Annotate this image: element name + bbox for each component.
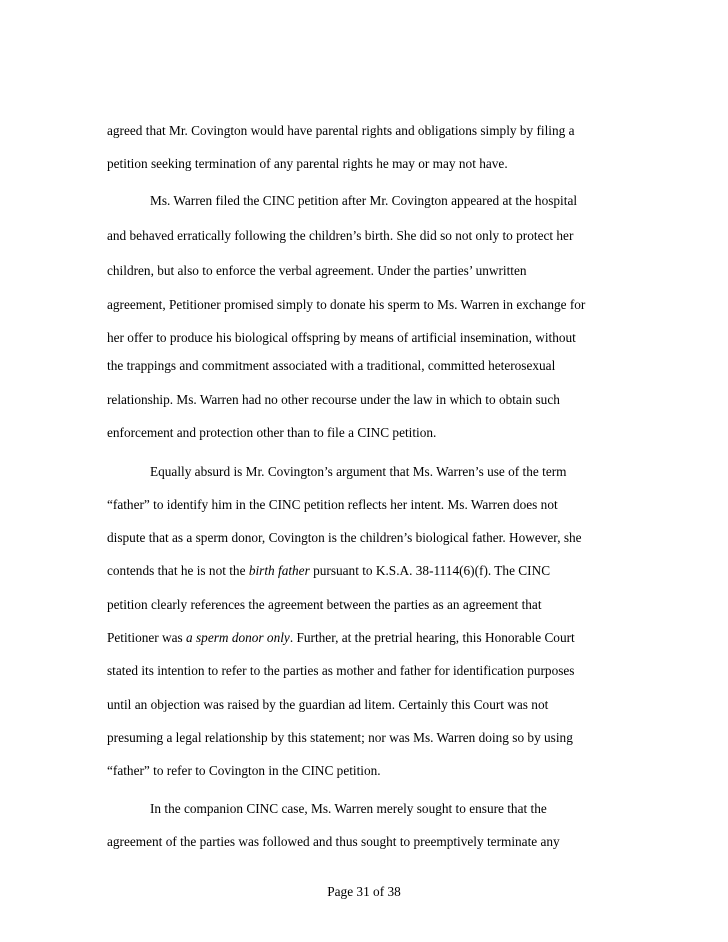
- text-line: agreement of the parties was followed and thus sought to preemptively terminate any: [107, 834, 560, 849]
- text-line: children, but also to enforce the verbal agreement. Under the parties’ unwritten: [107, 263, 527, 278]
- page-number: Page 31 of 38: [327, 884, 401, 899]
- text-line-with-italic: [107, 563, 550, 579]
- text-run: contends that he is not the: [107, 563, 249, 578]
- text-run: Petitioner was: [107, 630, 187, 645]
- text-run: . Further, at the pretrial hearing, this Honorable Court: [289, 630, 575, 645]
- text-run: pursuant to K.S.A. 38-1114(6)(f). The CINC: [309, 563, 551, 578]
- text-line: until an objection was raised by the guardian ad litem. Certainly this Court was not: [107, 697, 549, 712]
- paragraph-first-line: In the companion CINC case, Ms. Warren merely sought to ensure that the: [150, 801, 547, 816]
- text-line: enforcement and protection other than to file a CINC petition.: [107, 425, 437, 440]
- text-line: petition seeking termination of any parental rights he may or may not have.: [107, 156, 508, 171]
- text-line: the trappings and commitment associated with a traditional, committed heterosexual: [107, 358, 556, 373]
- text-line: “father” to refer to Covington in the CINC petition.: [107, 763, 381, 778]
- text-line: her offer to produce his biological offspring by means of artificial insemination, without: [107, 330, 576, 345]
- text-line: presuming a legal relationship by this statement; nor was Ms. Warren doing so by using: [107, 730, 573, 745]
- text-line-with-italic: [107, 630, 575, 646]
- text-line: stated its intention to refer to the parties as mother and father for identification purposes: [107, 663, 575, 678]
- italic-phrase: a sperm donor only: [186, 630, 290, 645]
- text-line: agreed that Mr. Covington would have parental rights and obligations simply by filing a: [107, 123, 575, 138]
- text-line: “father” to identify him in the CINC petition reflects her intent. Ms. Warren does not: [107, 497, 558, 512]
- paragraph-first-line: Ms. Warren filed the CINC petition after Mr. Covington appeared at the hospital: [150, 193, 578, 208]
- text-line: petition clearly references the agreement between the parties as an agreement that: [107, 597, 542, 612]
- italic-phrase: birth father: [248, 563, 310, 578]
- paragraph-first-line: Equally absurd is Mr. Covington’s argument that Ms. Warren’s use of the term: [150, 464, 567, 479]
- text-line: agreement, Petitioner promised simply to donate his sperm to Ms. Warren in exchange for: [107, 297, 586, 312]
- text-line: dispute that as a sperm donor, Covington is the children’s biological father. However, she: [107, 530, 582, 545]
- text-line: relationship. Ms. Warren had no other recourse under the law in which to obtain such: [107, 392, 560, 407]
- text-line: and behaved erratically following the children’s birth. She did so not only to protect her: [107, 228, 574, 243]
